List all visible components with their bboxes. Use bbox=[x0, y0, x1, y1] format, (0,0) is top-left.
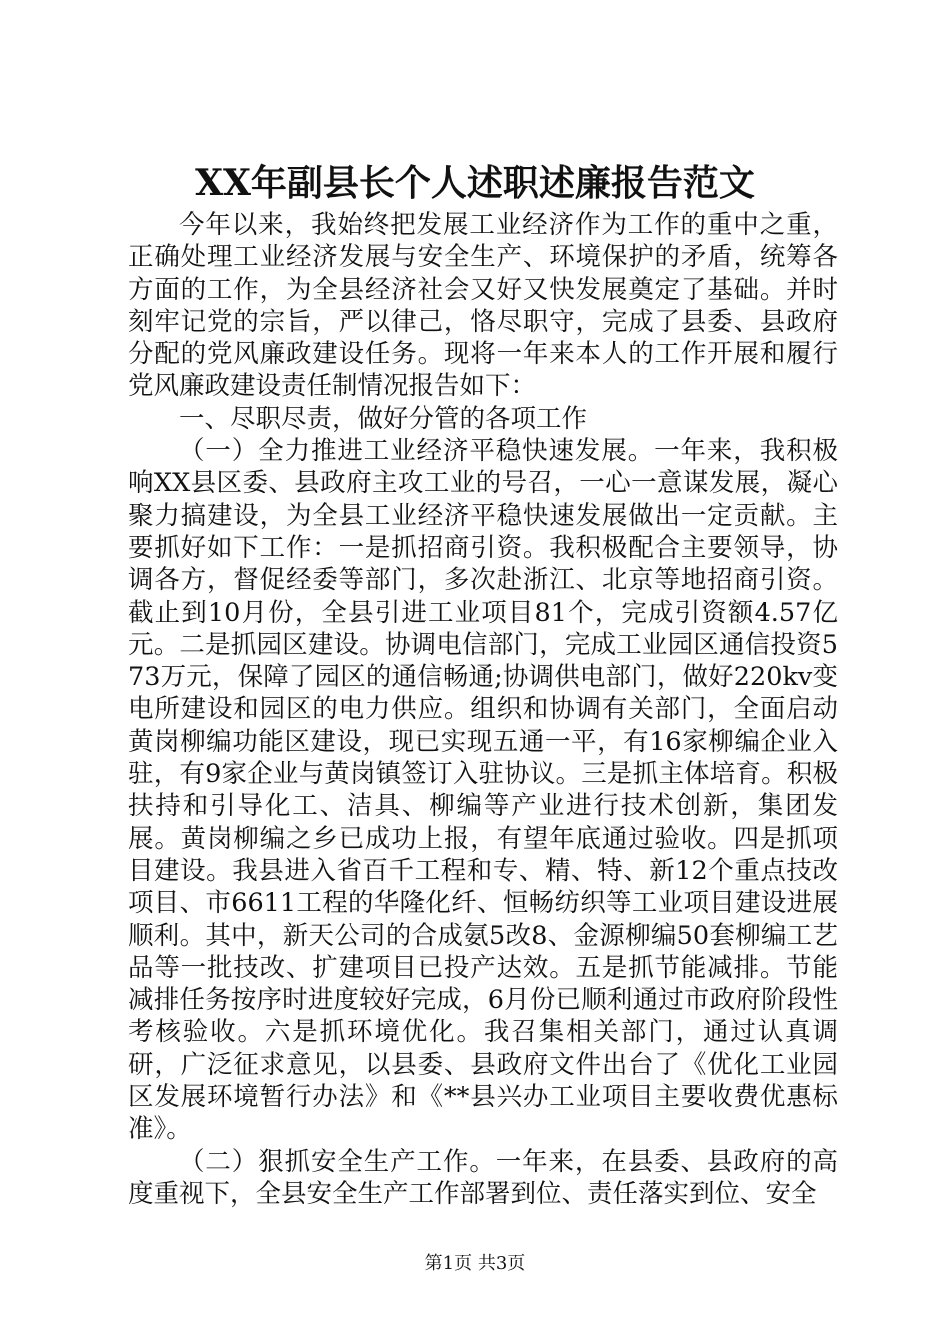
page-footer: 第1页 共3页 bbox=[424, 1253, 526, 1274]
document-title: XX年副县长个人述职述廉报告范文 bbox=[195, 162, 755, 204]
section-heading-1: 一、尽职尽责，做好分管的各项工作 bbox=[179, 403, 588, 434]
paragraph-safety: （二）狠抓安全生产工作。一年来，在县委、县政府的高度重视下，全县安全生产工作部署到位、责任落实到位、安全 bbox=[128, 1146, 838, 1209]
paragraph-industry: （一）全力推进工业经济平稳快速发展。一年来，我积极响XX县区委、县政府主攻工业的号召，一心一意谋发展，凝心聚力搞建设，为全县工业经济平稳快速发展做出一定贡献。主要抓好如下工作：一是抓招商引资。我积极配合主要领导，协调各方，督促经委等部门，多次赴浙江、北京等地招商引资。截止到10月份，全县引进工业项目81个，完成引资额4.57亿元。二是抓园区建设。协调电信部门，完成工业园区通信投资573万元，保障了园区的通信畅通;协调供电部门，做好220kv变电所建设和园区的电力供应。组织和协调有关部门，全面启动黄岗柳编功能区建设，现已实现五通一平，有16家柳编企业入驻，有9家企业与黄岗镇签订入驻协议。三是抓主体培育。积极扶持和引导化工、洁具、柳编等产业进行技术创新，集团发展。黄岗柳编之乡已成功上报，有望年底通过验收。四是抓项目建设。我县进入省百千工程和专、精、特、新12个重点技改项目、市6611工程的华隆化纤、恒畅纺织等工业项目建设进展顺利。其中，新天公司的合成氨5改8、金源柳编50套柳编工艺品等一批技改、扩建项目已投产达效。五是抓节能减排。节能减排任务按序时进度较好完成，6月份已顺利通过市政府阶段性考核验收。六是抓环境优化。我召集相关部门，通过认真调研，广泛征求意见，以县委、县政府文件出台了《优化工业园区发展环境暂行办法》和《**县兴办工业项目主要收费优惠标准》。 bbox=[128, 436, 838, 1145]
document-body bbox=[128, 209, 838, 1210]
paragraph-intro: 今年以来，我始终把发展工业经济作为工作的重中之重，正确处理工业经济发展与安全生产、环境保护的矛盾，统筹各方面的工作，为全县经济社会又好又快发展奠定了基础。并时刻牢记党的宗旨，严以律己，恪尽职守，完成了县委、县政府分配的党风廉政建设任务。现将一年来本人的工作开展和履行党风廉政建设责任制情况报告如下： bbox=[128, 210, 838, 402]
